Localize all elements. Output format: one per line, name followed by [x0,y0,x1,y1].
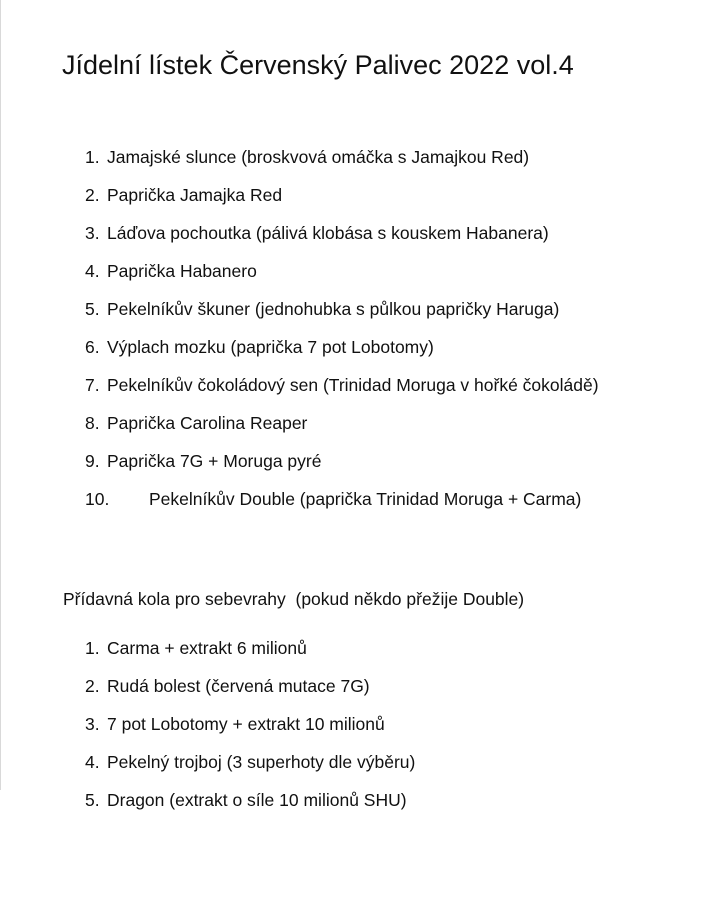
list-item [85,412,307,434]
item-number: 3. [85,714,100,734]
item-number: 8. [85,413,100,433]
list-item [85,222,549,244]
list-item [85,789,407,811]
item-text: 7 pot Lobotomy + extrakt 10 milionů [107,714,385,734]
item-number: 6. [85,337,100,357]
item-text: Paprička Habanero [107,261,257,281]
item-text: Rudá bolest (červená mutace 7G) [107,676,370,696]
list-item [85,260,257,282]
list-item [85,298,559,320]
list-item [85,488,581,510]
item-text: Výplach mozku (paprička 7 pot Lobotomy) [107,337,434,357]
item-text: Carma + extrakt 6 milionů [107,638,307,658]
item-number: 1. [85,147,100,167]
page-edge-divider [0,0,1,790]
item-number: 3. [85,223,100,243]
item-text: Láďova pochoutka (pálivá klobása s kouskem Habanera) [107,223,549,243]
item-text: Paprička Jamajka Red [107,185,283,205]
item-text: Paprička 7G + Moruga pyré [107,451,322,471]
list-item [85,146,529,168]
list-item [85,450,321,472]
item-text: Jamajské slunce (broskvová omáčka s Jamajkou Red) [107,147,530,167]
page-title: Jídelní lístek Červenský Palivec 2022 vol.4 [62,50,574,80]
extra-rounds-heading: Přídavná kola pro sebevrahy (pokud někdo přežije Double) [63,589,525,609]
item-number: 5. [85,299,100,319]
item-number: 9. [85,451,100,471]
item-number: 1. [85,638,100,658]
list-item [85,184,282,206]
item-number: 5. [85,790,100,810]
item-text: Pekelný trojboj (3 superhoty dle výběru) [107,752,416,772]
list-item [85,336,434,358]
list-item [85,675,370,697]
item-text: Pekelníkův škuner (jednohubka s půlkou papričky Haruga) [107,299,560,319]
item-number: 10. [85,489,110,509]
item-text: Paprička Carolina Reaper [107,413,308,433]
item-number: 4. [85,261,100,281]
item-text: Pekelníkův čokoládový sen (Trinidad Moruga v hořké čokoládě) [107,375,599,395]
list-item [85,751,415,773]
list-item [85,637,307,659]
item-text: Pekelníkův Double (paprička Trinidad Moruga + Carma) [149,489,582,509]
item-number: 2. [85,676,100,696]
item-number: 2. [85,185,100,205]
item-text: Dragon (extrakt o síle 10 milionů SHU) [107,790,407,810]
list-item [85,713,385,735]
item-number: 4. [85,752,100,772]
item-number: 7. [85,375,100,395]
list-item [85,374,599,396]
